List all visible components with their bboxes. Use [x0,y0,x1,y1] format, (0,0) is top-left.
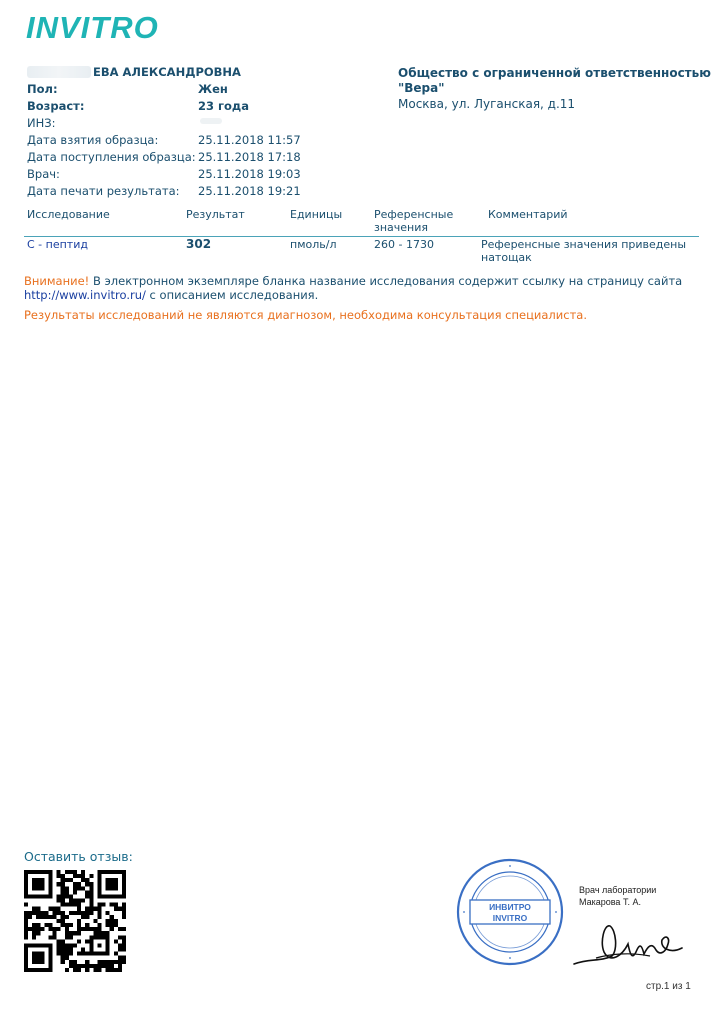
field-label-sex: Пол: [27,82,58,96]
attention-note [24,274,682,288]
attention-link-tail: с описанием исследования. [145,288,319,302]
result-comment-line1: Референсные значения приведены [481,238,687,251]
header-comment: Комментарий [488,208,568,221]
signer-name: Макарова Т. А. [579,897,641,907]
laboratory-stamp [456,858,564,966]
patient-name: ЕВА АЛЕКСАНДРОВНА [93,65,241,79]
page-number: стр.1 из 1 [646,981,691,992]
result-comment-line2: натощак [481,251,532,264]
org-name-line2: "Вера" [398,81,445,95]
handwritten-signature [570,912,690,972]
signer-block [579,884,656,908]
field-value-sex: Жен [198,82,228,96]
field-label-print-date: Дата печати результата: [27,184,180,198]
stamp-text-ru: ИНВИТРО [489,902,531,912]
result-study-link[interactable]: С - пептид [27,238,88,251]
org-address: Москва, ул. Луганская, д.11 [398,97,576,111]
field-value-age: 23 года [198,99,249,113]
attention-label: Внимание! [24,274,90,288]
invitro-logo: INVITRO [26,10,159,45]
disclaimer: Результаты исследований не являются диагнозом, необходима консультация специалиста. [24,308,587,322]
redacted-inz [200,118,222,124]
field-value-print-date: 25.11.2018 19:21 [198,184,301,198]
field-value-received-date: 25.11.2018 17:18 [198,150,301,164]
field-value-sample-date: 25.11.2018 11:57 [198,133,301,147]
field-label-doctor: Врач: [27,167,60,181]
feedback-qr-code[interactable] [24,870,126,972]
result-comment [481,238,686,264]
invitro-site-link[interactable]: http://www.invitro.ru/ [24,288,146,302]
result-value: 302 [186,237,212,251]
result-units: пмоль/л [290,238,337,251]
header-reference [374,208,453,234]
feedback-label: Оставить отзыв: [24,849,133,864]
redacted-surname [27,66,91,78]
attention-text: В электронном экземпляре бланка название исследования содержит ссылку на страницу сайта [89,274,683,288]
result-reference: 260 - 1730 [374,238,434,251]
header-units: Единицы [290,208,343,221]
table-divider [24,236,699,237]
org-name-line1: Общество с ограниченной ответственностью [398,66,711,80]
header-reference-line2: значения [374,221,429,234]
header-study: Исследование [27,208,110,221]
field-value-doctor: 25.11.2018 19:03 [198,167,301,181]
field-label-age: Возраст: [27,99,85,113]
field-label-sample-date: Дата взятия образца: [27,133,159,147]
field-label-inz: ИНЗ: [27,116,56,130]
attention-note-line2 [24,288,318,302]
header-result: Результат [186,208,245,221]
field-label-received-date: Дата поступления образца: [27,150,196,164]
header-reference-line1: Референсные [374,208,454,221]
signer-role: Врач лаборатории [579,885,657,895]
stamp-text-en: INVITRO [492,913,528,923]
